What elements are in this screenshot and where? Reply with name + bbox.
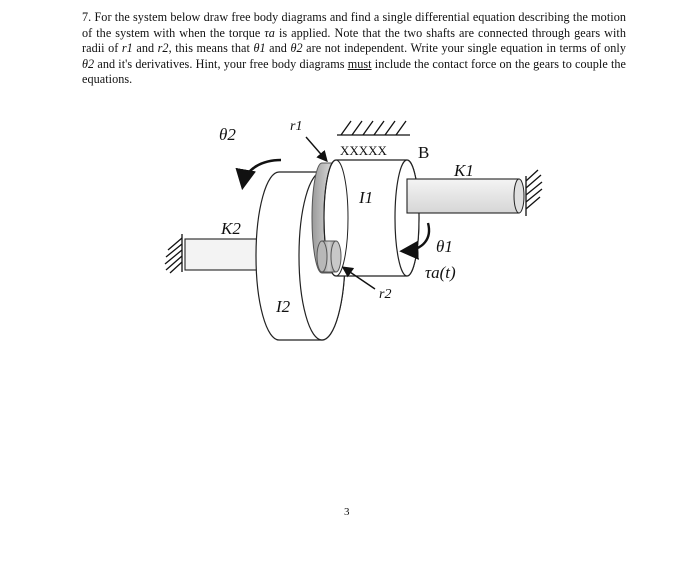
theta2-label: θ2: [219, 125, 236, 144]
and-2: and: [269, 41, 287, 56]
problem-text-b: is applied. Note that the two shafts are connected through gears with radii of: [82, 25, 626, 56]
tau-a-symbol: τa: [264, 25, 275, 40]
r1-label: r1: [290, 119, 303, 134]
k2-label: K2: [221, 219, 241, 238]
must-underlined: must: [347, 56, 372, 71]
k2-wall-icon: [165, 234, 182, 273]
theta2-symbol: θ2: [290, 41, 303, 56]
problem-text-a: For the system below draw free body diagrams and find a single differential equation describing the motion of the system with when the torque: [82, 10, 626, 40]
b-label: B: [418, 143, 430, 162]
i1-label: I1: [359, 188, 374, 207]
problem-text-d: are not independent. Write your single equation in terms of only: [306, 41, 626, 56]
theta1-symbol: θ1: [253, 41, 266, 56]
theta2-symbol-b: θ2: [82, 56, 95, 71]
page-number: 3: [344, 506, 350, 518]
i2-label: I2: [276, 297, 291, 316]
theta1-label: θ1: [436, 237, 453, 256]
problem-text-e: and it's derivatives. Hint, your free body diagrams: [97, 56, 345, 71]
ground-hatch-icon: [337, 121, 410, 135]
problem-number: 7.: [82, 10, 92, 24]
ground-marks-label: XXXXX: [340, 143, 387, 158]
r1-symbol: r1: [121, 41, 133, 56]
k1-label: K1: [454, 161, 474, 180]
k1-wall-icon: [526, 170, 542, 216]
problem-text-c: , this means that: [168, 41, 250, 56]
r2-gear: [317, 241, 341, 272]
and-1: and: [136, 41, 155, 56]
r2-symbol: r2: [157, 41, 169, 56]
r2-label: r2: [379, 287, 392, 302]
r1-pointer-arrow: [306, 137, 326, 160]
k1-shaft: [407, 179, 524, 213]
problem-text-f: include the contact force on the gears to couple the equations.: [82, 56, 626, 87]
tau-label: τa(t): [425, 263, 456, 282]
